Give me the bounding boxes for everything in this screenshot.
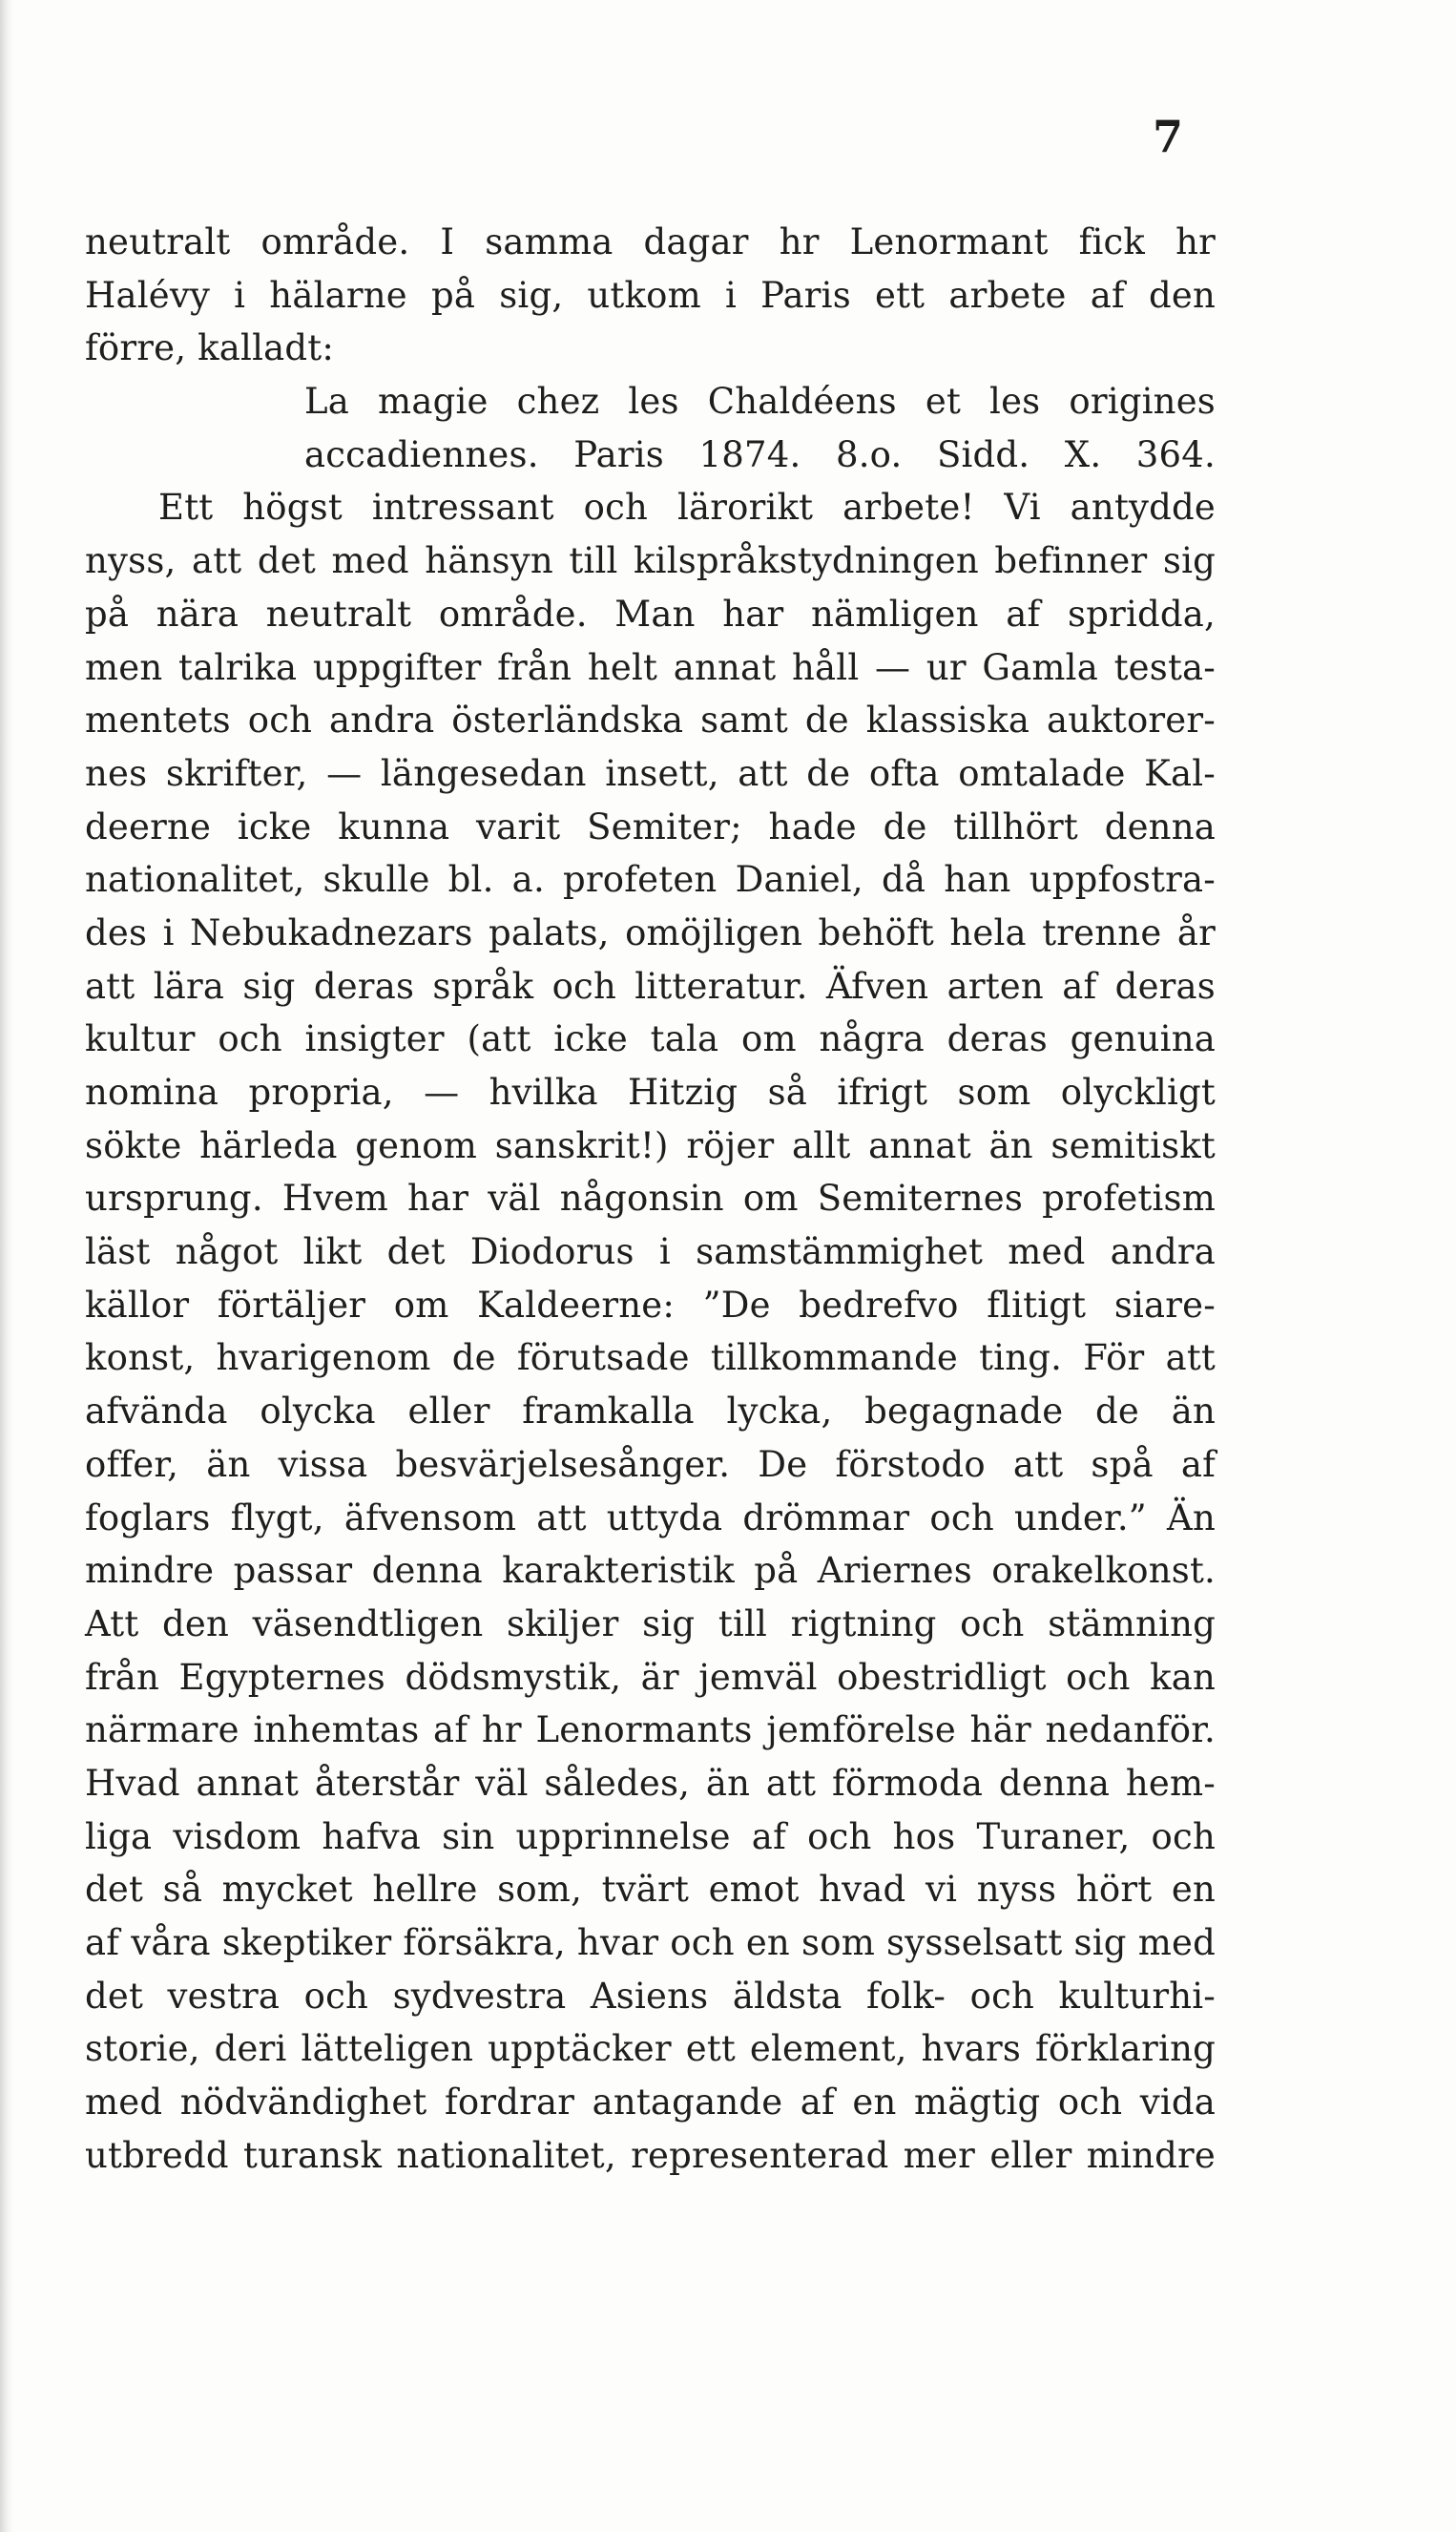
text-line: förre, kalladt: xyxy=(85,327,334,369)
text-line: Att den väsendtligen skiljer sig till rigtning och stämning xyxy=(85,1602,1216,1644)
text-line: källor förtäljer om Kaldeerne: ”De bedrefvo flitigt siare- xyxy=(85,1284,1216,1326)
text-line: offer, än vissa besvärjelsesånger. De förstodo att spå af xyxy=(85,1443,1216,1485)
text-line: neutralt område. I samma dagar hr Lenormant fick hr xyxy=(85,221,1216,262)
text-line: konst, hvarigenom de förutsade tillkommande ting. För att xyxy=(85,1337,1216,1379)
text-line: närmare inhemtas af hr Lenormants jemförelse här nedanför. xyxy=(85,1709,1216,1751)
text-line: Halévy i hälarne på sig, utkom i Paris ett arbete af den xyxy=(85,274,1216,316)
text-line: des i Nebukadnezars palats, omöjligen behöft hela trenne år xyxy=(85,911,1216,953)
text-line: ursprung. Hvem har väl någonsin om Semiternes profetism xyxy=(85,1178,1216,1220)
text-line: nes skrifter, — längesedan insett, att de ofta omtalade Kal- xyxy=(85,752,1216,794)
text-line: mentets och andra österländska samt de klassiska auktorer- xyxy=(85,700,1216,742)
text-line: på nära neutralt område. Man har nämligen af spridda, xyxy=(85,593,1216,635)
text-line: från Egypternes dödsmystik, är jemväl obestridligt och kan xyxy=(85,1656,1216,1698)
text-line: att lära sig deras språk och litteratur. Äfven arten af deras xyxy=(85,965,1216,1007)
text-line: kultur och insigter (att icke tala om några deras genuina xyxy=(85,1018,1216,1060)
body-text xyxy=(85,216,1216,2182)
text-line: storie, deri lätteligen upptäcker ett element, hvars förklaring xyxy=(85,2028,1216,2070)
text-line: utbredd turansk nationalitet, representerad mer eller mindre xyxy=(85,2134,1216,2176)
text-line: sökte härleda genom sanskrit!) röjer allt annat än semitiskt xyxy=(85,1124,1216,1166)
text-line: det vestra och sydvestra Asiens äldsta folk- och kulturhi- xyxy=(85,1975,1216,2017)
page-number: 7 xyxy=(1152,111,1183,162)
paragraph-start-line: Ett högst intressant och lärorikt arbete! Vi antydde xyxy=(158,487,1216,529)
text-line: mindre passar denna karakteristik på Ariernes orakelkonst. xyxy=(85,1550,1216,1592)
book-title-line: La magie chez les Chaldéens et les origines xyxy=(304,381,1216,423)
text-line: afvända olycka eller framkalla lycka, begagnade de än xyxy=(85,1391,1216,1433)
text-line: nyss, att det med hänsyn till kilspråkstydningen befinner sig xyxy=(85,540,1216,582)
text-line: med nödvändighet fordrar antagande af en mägtig och vida xyxy=(85,2082,1216,2124)
text-line: af våra skeptiker försäkra, hvar och en som sysselsatt sig med xyxy=(85,1922,1216,1963)
page-binding-edge xyxy=(0,0,13,2532)
text-line: läst något likt det Diodorus i samstämmighet med andra xyxy=(85,1231,1216,1273)
book-title-line: accadiennes. Paris 1874. 8.o. Sidd. X. 364. xyxy=(304,433,1216,475)
text-line: foglars flygt, äfvensom att uttyda drömmar och under.” Än xyxy=(85,1496,1216,1538)
text-line: liga visdom hafva sin upprinnelse af och hos Turaner, och xyxy=(85,1815,1216,1857)
text-line: Hvad annat återstår väl således, än att förmoda denna hem- xyxy=(85,1762,1216,1804)
text-line: nomina propria, — hvilka Hitzig så ifrigt som olyckligt xyxy=(85,1072,1216,1113)
text-line: men talrika uppgifter från helt annat håll — ur Gamla testa- xyxy=(85,646,1216,688)
text-line: nationalitet, skulle bl. a. profeten Daniel, då han uppfostra- xyxy=(85,859,1216,901)
text-line: deerne icke kunna varit Semiter; hade de tillhört denna xyxy=(85,806,1216,847)
text-line: det så mycket hellre som, tvärt emot hvad vi nyss hört en xyxy=(85,1869,1216,1911)
